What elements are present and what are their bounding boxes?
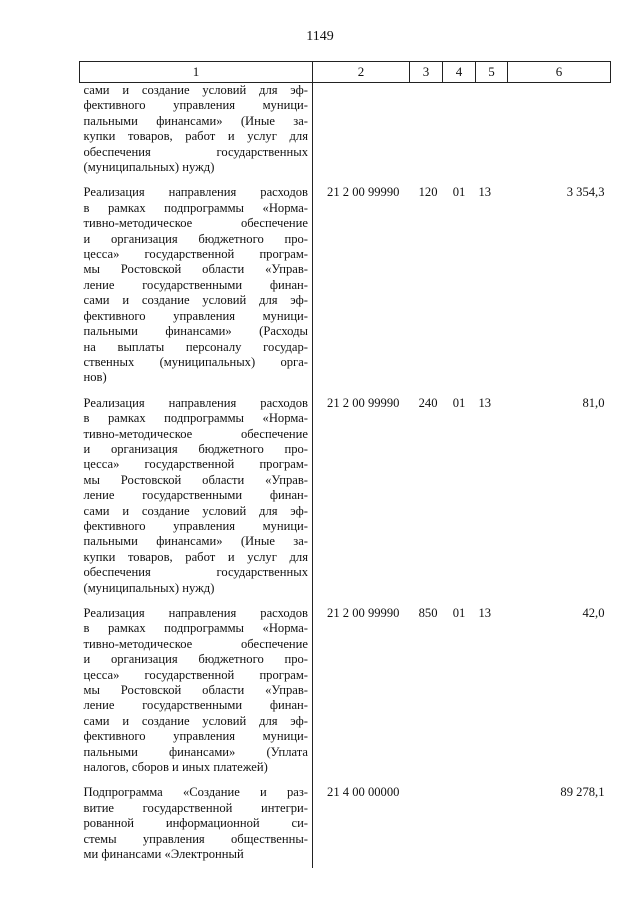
description-line: фективного управления муници-	[83, 729, 308, 744]
description-line: тивно-методическое обеспечение	[83, 636, 308, 651]
description-line: пальными финансами» (Иные за-	[83, 113, 308, 128]
amount: 89 278,1	[560, 785, 605, 800]
amount	[508, 83, 611, 181]
expense-type-code: 850	[418, 606, 438, 620]
amount: 42,0	[582, 606, 605, 620]
description-line: ление государственными финан-	[83, 488, 308, 503]
description-line: фективного управления муници-	[83, 98, 308, 113]
description-line: Реализация направления расходов	[83, 606, 308, 620]
subsection-code	[476, 780, 508, 867]
expense-type-code	[410, 83, 443, 181]
column-header-6: 6	[508, 62, 611, 83]
description-line: мы Ростовской области «Управ-	[83, 683, 308, 698]
table-row	[80, 391, 611, 601]
description-line: купки товаров, работ и услуг для	[83, 129, 308, 144]
column-header-3: 3	[410, 62, 443, 83]
target-article-code: 21 2 00 99990	[327, 395, 400, 410]
target-article-code: 21 4 00 00000	[327, 785, 400, 800]
header-row	[80, 62, 611, 83]
description-line: обеспечения государственных	[83, 144, 308, 159]
description-line: купки товаров, работ и услуг для	[83, 549, 308, 564]
row-description	[80, 780, 313, 867]
description-line: цесса» государственной програм-	[83, 667, 308, 682]
description-line: фективного управления муници-	[83, 308, 308, 323]
column-header-2: 2	[313, 62, 410, 83]
description-line: и организация бюджетного про-	[83, 441, 308, 456]
subsection-code: 13	[478, 185, 492, 200]
description-line: и организация бюджетного про-	[83, 652, 308, 667]
section-code: 01	[452, 395, 466, 410]
description-line: рованной информационной си-	[83, 816, 308, 831]
subsection-code: 13	[478, 606, 492, 620]
description-line: пальными финансами» (Иные за-	[83, 534, 308, 549]
description-line: стемы управления общественны-	[83, 831, 308, 846]
subsection-code: 13	[478, 395, 492, 410]
description-line: сами и создание условий для эф-	[83, 83, 308, 97]
expense-type-code	[410, 780, 443, 867]
section-code	[443, 780, 476, 867]
description-line: нов)	[83, 370, 107, 385]
budget-table	[79, 61, 611, 868]
subsection-code	[476, 83, 508, 181]
column-header-5: 5	[476, 62, 508, 83]
description-line: на выплаты персоналу государ-	[83, 339, 308, 354]
column-header-4: 4	[443, 62, 476, 83]
description-line: тивно-методическое обеспечение	[83, 426, 308, 441]
description-line: в рамках подпрограммы «Норма-	[83, 411, 308, 426]
description-line: ственных (муниципальных) орга-	[83, 354, 308, 369]
section-code: 01	[452, 185, 466, 200]
description-line: тивно-методическое обеспечение	[83, 216, 308, 231]
description-line: (муниципальных) нужд)	[83, 160, 215, 175]
description-line: в рамках подпрограммы «Норма-	[83, 200, 308, 215]
description-line: мы Ростовской области «Управ-	[83, 262, 308, 277]
amount: 81,0	[582, 395, 605, 410]
description-line: и организация бюджетного про-	[83, 231, 308, 246]
table-row	[80, 83, 611, 181]
expense-type-code: 120	[418, 185, 438, 200]
row-description	[80, 601, 313, 780]
table-row	[80, 180, 611, 390]
description-line: ление государственными финан-	[83, 277, 308, 292]
description-line: фективного управления муници-	[83, 518, 308, 533]
table-row	[80, 780, 611, 867]
description-line: сами и создание условий для эф-	[83, 293, 308, 308]
description-line: цесса» государственной програм-	[83, 457, 308, 472]
target-article-code	[313, 83, 410, 181]
description-line: Реализация направления расходов	[83, 185, 308, 200]
description-line: пальными финансами» (Уплата	[83, 744, 308, 759]
description-line: налогов, сборов и иных платежей)	[83, 760, 268, 775]
description-line: Реализация направления расходов	[83, 395, 308, 410]
description-line: в рамках подпрограммы «Норма-	[83, 621, 308, 636]
description-line: обеспечения государственных	[83, 565, 308, 580]
description-line: сами и создание условий для эф-	[83, 713, 308, 728]
expense-type-code: 240	[418, 395, 438, 410]
page-number: 1149	[306, 29, 334, 44]
description-line: сами и создание условий для эф-	[83, 503, 308, 518]
row-description	[80, 83, 313, 181]
description-line: витие государственной интегри-	[83, 800, 308, 815]
description-line: мы Ростовской области «Управ-	[83, 472, 308, 487]
description-line: Подпрограмма «Создание и раз-	[83, 785, 308, 800]
description-line: цесса» государственной програм-	[83, 247, 308, 262]
column-header-1: 1	[80, 62, 313, 83]
row-description	[80, 180, 313, 390]
table-row	[80, 601, 611, 780]
section-code: 01	[452, 606, 466, 620]
row-description	[80, 391, 313, 601]
amount: 3 354,3	[566, 185, 605, 200]
description-line: пальными финансами» (Расходы	[83, 324, 308, 339]
target-article-code: 21 2 00 99990	[327, 185, 400, 200]
table-body	[80, 83, 611, 868]
description-line: (муниципальных) нужд)	[83, 580, 215, 595]
description-line: ми финансами «Электронный	[83, 847, 244, 862]
target-article-code: 21 2 00 99990	[327, 606, 400, 620]
section-code	[443, 83, 476, 181]
description-line: ление государственными финан-	[83, 698, 308, 713]
